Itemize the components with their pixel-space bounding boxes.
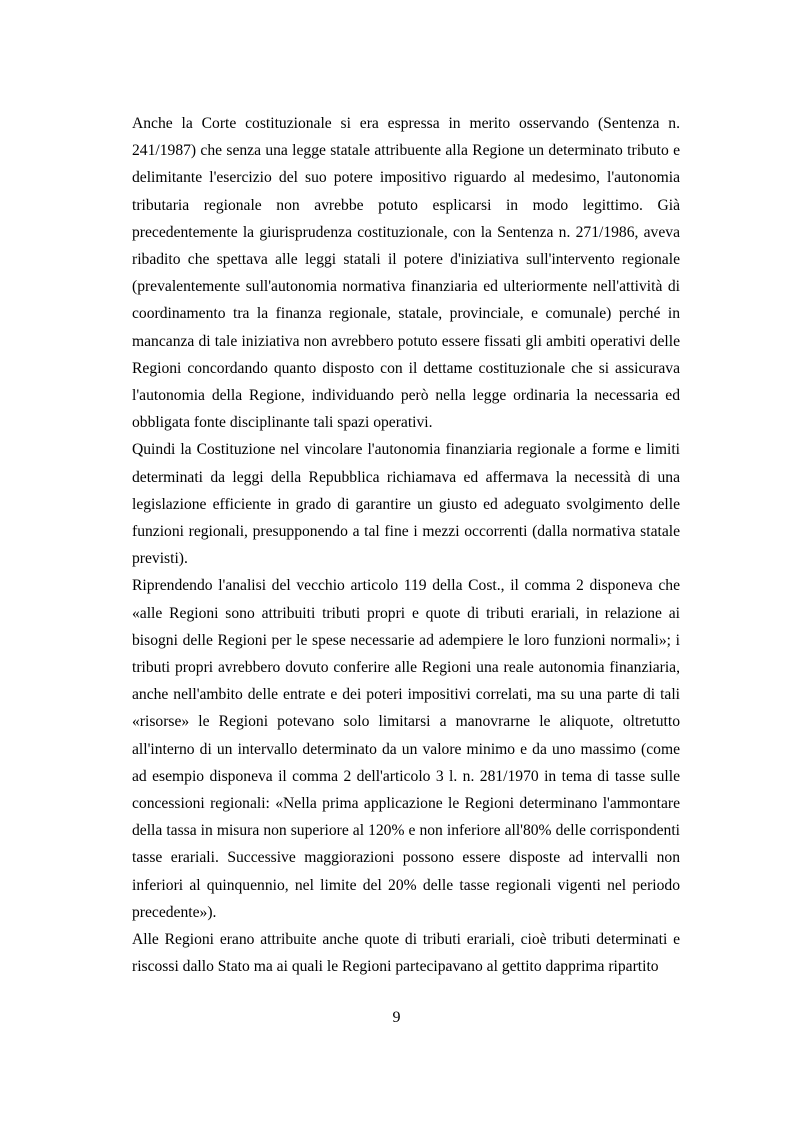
paragraph-corte-costituzionale: Anche la Corte costituzionale si era espressa in merito osservando (Sentenza n. 241/1987) che senza una legge statale attribuente alla Regione un determinato tributo e delimitante l'esercizio del suo potere impositivo riguardo al medesimo, l'autonomia tributaria regionale non avrebbe potuto esplicarsi in modo legittimo. Già precedentemente la giurisprudenza costituzionale, con la Sentenza n. 271/1986, aveva ribadito che spettava alle leggi statali il potere d'iniziativa sull'intervento regionale (prevalentemente sull'autonomia normativa finanziaria ed ulteriormente nell'attività di coordinamento tra la finanza regionale, statale, provinciale, e comunale) perché in mancanza di tale iniziativa non avrebbero potuto essere fissati gli ambiti operativi delle Regioni concordando quanto disposto con il dettame costituzionale che si assicurava l'autonomia della Regione, individuando però nella legge ordinaria la necessaria ed obbligata fonte disciplinante tali spazi operativi. (132, 115, 680, 432)
body-text (132, 110, 680, 981)
paragraph-costituzione-vincolo: Quindi la Costituzione nel vincolare l'autonomia finanziaria regionale a forme e limiti determinati da leggi della Repubblica richiamava ed affermava la necessità di una legislazione efficiente in grado di garantire un giusto ed adeguato svolgimento delle funzioni regionali, presupponendo a tal fine i mezzi occorrenti (dalla normativa statale previsti). (132, 441, 680, 568)
paragraph-articolo-119: Riprendendo l'analisi del vecchio articolo 119 della Cost., il comma 2 disponeva che «alle Regioni sono attribuiti tributi propri e quote di tributi erariali, in relazione ai bisogni delle Regioni per le spese necessarie ad adempiere le loro funzioni normali»; i tributi propri avrebbero dovuto conferire alle Regioni una reale autonomia finanziaria, anche nell'ambito delle entrate e dei poteri impositivi correlati, ma su una parte di tali «risorse» le Regioni potevano solo limitarsi a manovrarne le aliquote, oltretutto all'interno di un intervallo determinato da un valore minimo e da uno massimo (come ad esempio disponeva il comma 2 dell'articolo 3 l. n. 281/1970 in tema di tasse sulle concessioni regionali: «Nella prima applicazione le Regioni determinano l'ammontare della tassa in misura non superiore al 120% e non inferiore all'80% delle corrispondenti tasse erariali. Successive maggiorazioni possono essere disposte ad intervalli non inferiori al quinquennio, nel limite del 20% delle tasse regionali vigenti nel periodo precedente»). (132, 577, 680, 921)
paragraph-quote-tributi-erariali: Alle Regioni erano attribuite anche quote di tributi erariali, cioè tributi determinati e riscossi dallo Stato ma ai quali le Regioni partecipavano al gettito dapprima ripartito (132, 931, 680, 976)
page-number: 9 (392, 1009, 401, 1026)
